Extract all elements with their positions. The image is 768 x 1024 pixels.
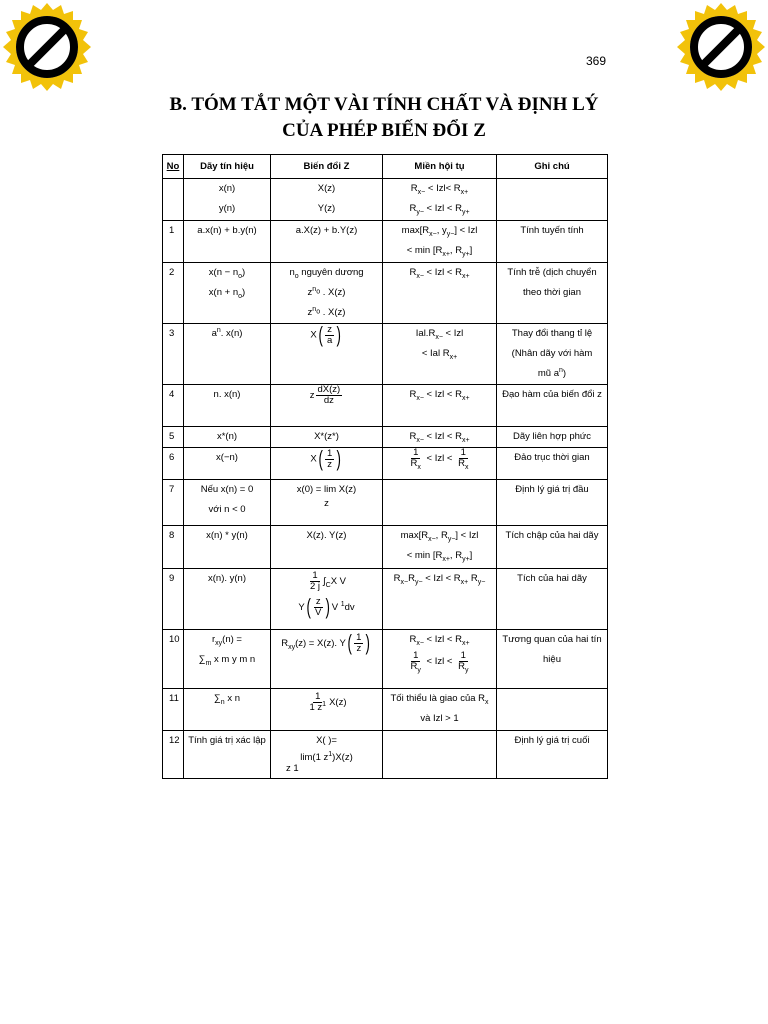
- table-row: [163, 689, 608, 731]
- cell-signal: x*(n): [184, 427, 271, 448]
- cell-roc: $R_{x-}R_{y-}$ < Izl < $R_{x+}$ $R_{y-}$: [383, 569, 497, 630]
- cell-note: Tích chập của hai dãy: [497, 526, 608, 569]
- cell-roc: $\max[R_{x-}$, $y_{y-}$] < Izl < $\min [R_{x+}$, $R_{y+}$]: [383, 221, 497, 263]
- cell-roc: $R_{x-}$ < Izl < $R_{x+}$: [383, 263, 497, 324]
- cell-note: Đảo trục thời gian: [497, 448, 608, 480]
- cell-note: Tương quan của hai tín hiệu: [497, 630, 608, 689]
- table-row: [163, 385, 608, 427]
- cell-note: Định lý giá trị đầu: [497, 480, 608, 526]
- cell-signal: Tính giá trị xác lập: [184, 731, 271, 779]
- cell-transform: $R_{xy}(z) = X(z)$. Y ( $\frac{1}{z}$ ): [271, 630, 383, 689]
- table-row: [163, 630, 608, 689]
- cell-note: Định lý giá trị cuối: [497, 731, 608, 779]
- cell-transform: X(z). Y(z): [271, 526, 383, 569]
- cell-signal: x(n) y(n): [184, 179, 271, 221]
- no-entry-sign-icon: [2, 2, 92, 92]
- cell-transform: X*(z*): [271, 427, 383, 448]
- cell-signal: n. x(n): [184, 385, 271, 427]
- cell-no: 9: [163, 569, 184, 630]
- cell-transform: x(0) = lim X(z) z: [271, 480, 383, 526]
- cell-signal: x(n) * y(n): [184, 526, 271, 569]
- header-note: Ghi chú: [497, 155, 608, 179]
- cell-signal: $x(n - n_o)$ $x(n + n_o)$: [184, 263, 271, 324]
- cell-note: Tích của hai dãy: [497, 569, 608, 630]
- cell-roc: $Ial.R_{x-}$ < Izl < Ial $R_{x+}$: [383, 324, 497, 385]
- cell-no: 2: [163, 263, 184, 324]
- cell-roc: $\frac{1}{R_x}$ < Izl < $\frac{1}{R_x}$: [383, 448, 497, 480]
- cell-no: 10: [163, 630, 184, 689]
- cell-note: Tính trễ (dịch chuyển theo thời gian: [497, 263, 608, 324]
- cell-no: 8: [163, 526, 184, 569]
- cell-signal: $\sum_n$ x n: [184, 689, 271, 731]
- cell-signal: a.x(n) + b.y(n): [184, 221, 271, 263]
- cell-signal: Nếu x(n) = 0 với n < 0: [184, 480, 271, 526]
- table-row: [163, 480, 608, 526]
- cell-note: [497, 179, 608, 221]
- cell-no: 6: [163, 448, 184, 480]
- table-row: [163, 427, 608, 448]
- cell-transform: X ( $\frac{z}{a}$ ): [271, 324, 383, 385]
- cell-signal: $r_{xy}(n)$ = $\sum_m$ x m y m n: [184, 630, 271, 689]
- table-header-row: [163, 155, 608, 179]
- cell-signal: x(n). y(n): [184, 569, 271, 630]
- header-transform: Biến đổi Z: [271, 155, 383, 179]
- table-row: [163, 526, 608, 569]
- cell-roc: $R_{x-}$ < Izl < $R_{x+}$: [383, 427, 497, 448]
- cell-transform: X(z) Y(z): [271, 179, 383, 221]
- cell-roc: [383, 731, 497, 779]
- cell-note: Thay đổi thang tỉ lệ (Nhân dãy với hàm mũ $a^n$): [497, 324, 608, 385]
- table-row: [163, 179, 608, 221]
- cell-no: 1: [163, 221, 184, 263]
- table-row: [163, 263, 608, 324]
- cell-signal: $a^n$. x(n): [184, 324, 271, 385]
- cell-roc: $\max[R_{x-}$, $R_{y-}$] < Izl < $\min [R_{x+}$, $R_{y+}$]: [383, 526, 497, 569]
- cell-transform: $n_o$ nguyên dương $z^{n_o}$ . X(z) $z^{n_o}$ . X(z): [271, 263, 383, 324]
- cell-note: Đạo hàm của biến đổi z: [497, 385, 608, 427]
- cell-no: 11: [163, 689, 184, 731]
- cell-note: Tính tuyến tính: [497, 221, 608, 263]
- header-roc: Miền hội tụ: [383, 155, 497, 179]
- header-signal: Dãy tín hiệu: [184, 155, 271, 179]
- cell-roc: $R_{x-} < Izl< R_{x+}$ $R_{y-}$ < Izl < $R_{y+}$: [383, 179, 497, 221]
- cell-no: 12: [163, 731, 184, 779]
- cell-transform: X ( $\frac{1}{z}$ ): [271, 448, 383, 480]
- title-line-2: CỦA PHÉP BIẾN ĐỔI Z: [282, 120, 486, 141]
- cell-no: 4: [163, 385, 184, 427]
- cell-transform: X( )= lim(1 $z^1)X(z)$ z 1: [271, 731, 383, 779]
- table-row: [163, 731, 608, 779]
- table-row: [163, 448, 608, 480]
- table-row: [163, 221, 608, 263]
- cell-transform: $\frac{1}{1 z^1}$ X(z): [271, 689, 383, 731]
- z-transform-properties-table: [162, 154, 608, 779]
- cell-roc: $R_{x-}$ < Izl < $R_{x+}$: [383, 385, 497, 427]
- cell-transform: a.X(z) + b.Y(z): [271, 221, 383, 263]
- cell-no: 3: [163, 324, 184, 385]
- cell-no: [163, 179, 184, 221]
- table-row: [163, 569, 608, 630]
- title-line-1: B. TÓM TẮT MỘT VÀI TÍNH CHẤT VÀ ĐỊNH LÝ: [169, 94, 599, 115]
- cell-roc: $R_{x-}$ < Izl < $R_{x+}$ $\frac{1}{R_y}$ < Izl < $\frac{1}{R_y}$: [383, 630, 497, 689]
- cell-no: 5: [163, 427, 184, 448]
- table-row: [163, 324, 608, 385]
- page-title: [120, 92, 648, 144]
- cell-transform: z $\frac{dX(z)}{dz}$: [271, 385, 383, 427]
- cell-note: [497, 689, 608, 731]
- cell-roc: [383, 480, 497, 526]
- cell-transform: $\frac{1}{2 j}$ $\int_CX$ V Y ( $\frac{z}{V}$ ) V $^1$dv: [271, 569, 383, 630]
- header-no: No: [163, 155, 184, 179]
- no-entry-sign-icon: [676, 2, 766, 92]
- cell-no: 7: [163, 480, 184, 526]
- cell-roc: Tối thiểu là giao của $R_x$ và Izl > 1: [383, 689, 497, 731]
- page-number: 369: [585, 54, 606, 68]
- cell-signal: x(−n): [184, 448, 271, 480]
- cell-note: Dãy liên hợp phức: [497, 427, 608, 448]
